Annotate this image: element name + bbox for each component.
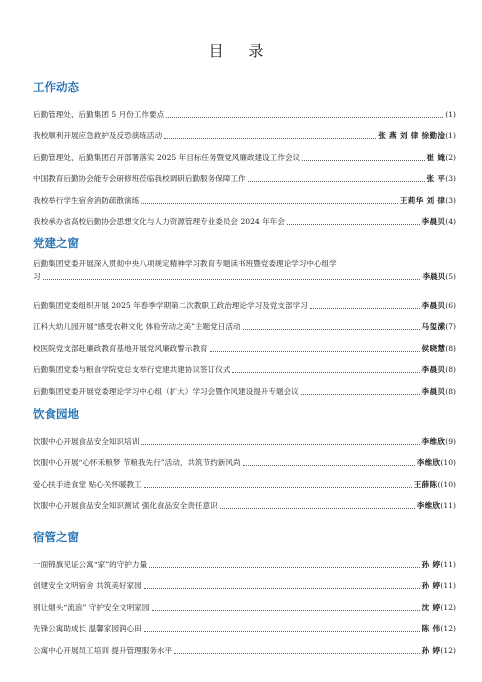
entry-title: 后勤集团党委与粮食学院党总支举行党建共建协议签订仪式 (33, 365, 231, 374)
entry-title: 饮服中心开展食品安全知识培训 (33, 436, 140, 446)
section-dining (33, 403, 456, 511)
toc-entry[interactable] (33, 141, 456, 163)
entry-page: ((10) (437, 479, 456, 489)
entry-page: (8) (445, 386, 456, 396)
leader-dots (149, 567, 420, 568)
entry-page: (12) (440, 624, 456, 633)
entry-page: (9) (445, 436, 456, 446)
entry-author: 张 平 (426, 174, 446, 183)
entry-title: 江科大幼儿园开展“感受农耕文化 体验劳动之美”主题党日活动 (33, 322, 241, 331)
toc-entry[interactable] (33, 548, 456, 570)
leader-dots (287, 224, 420, 225)
entry-page: (11) (440, 501, 456, 510)
toc-entry[interactable] (33, 311, 456, 333)
toc-entry[interactable] (33, 184, 456, 206)
entry-page: (5) (445, 272, 456, 281)
section-heading: 宿管之窗 (33, 530, 79, 544)
entry-title: 别让烟头“流浪” 守护安全文明家园 (33, 602, 150, 612)
entry-author: 李晨贝 (421, 217, 446, 226)
entry-page: (12) (440, 602, 456, 612)
entry-title: 后勤集团党委开展党委理论学习中心组（扩大）学习会暨作风建设提升专题会议 (33, 386, 299, 396)
entry-title: 创建安全文明宿舍 共筑美好家园 (33, 581, 142, 590)
leader-dots (232, 372, 419, 373)
entry-title: 后勤管理处、后勤集团召开部署落实 2025 年目标任务暨党风廉政建设工作会议 (33, 152, 301, 162)
leader-dots (144, 631, 420, 632)
leader-dots (152, 610, 420, 611)
entry-title: 中国教育后勤协会能专会研修班莅临我校调研后勤服务保障工作 (33, 174, 246, 183)
entry-author: 孙 婷 (421, 559, 441, 569)
entry-page: (6) (445, 300, 456, 310)
toc-entry[interactable] (33, 354, 456, 376)
entry-page: (2) (445, 152, 456, 162)
entry-author: 陈 伟 (421, 624, 441, 633)
entry-title: 我校举行学生宿舍消防疏散演练 (33, 195, 140, 205)
entry-page: (1) (445, 131, 456, 140)
entry-author: 侯晓慧 (421, 343, 446, 353)
entry-author: 沈 婷 (421, 602, 441, 612)
toc-entry[interactable] (33, 163, 456, 185)
toc-entry[interactable] (33, 254, 456, 289)
section-heading: 党建之窗 (33, 236, 79, 250)
leader-dots (301, 394, 420, 395)
leader-dots (302, 160, 424, 161)
entry-author: 张 燕 刘 律 徐勤淦 (378, 131, 446, 140)
entry-author: 崔 㛪 (426, 152, 446, 162)
toc-entry[interactable] (33, 490, 456, 512)
toc-entry[interactable] (33, 120, 456, 142)
toc-entry[interactable] (33, 375, 456, 397)
entry-title: 后勤集团党委组织开展 2025 年春季学期第二次教职工政治理论学习及党支部学习 (33, 300, 308, 310)
entry-page: (3) (445, 174, 456, 183)
entry-author: 王薛陈 (413, 479, 438, 489)
leader-dots (220, 508, 415, 509)
leader-dots (210, 351, 420, 352)
leader-dots (248, 181, 425, 182)
leader-dots (310, 308, 420, 309)
toc-entry[interactable] (33, 447, 456, 469)
entry-title: 我校承办省高校后勤协会思想文化与人力资源管理专业委员会 2024 年年会 (33, 217, 285, 226)
entry-title: 爱心扶手进食堂 贴心关怀暖教工 (33, 479, 142, 489)
entry-author: 王莉华 刘 律 (399, 195, 446, 205)
entry-author: 李维欣 (416, 458, 441, 467)
entry-page: (3) (445, 195, 456, 205)
leader-dots (144, 487, 412, 488)
section-heading: 工作动态 (33, 80, 79, 94)
entry-author: 李晨贝 (421, 300, 446, 310)
leader-dots (243, 465, 415, 466)
entry-page: (10) (440, 458, 456, 467)
entry-author: 李晨贝 (421, 386, 446, 396)
entry-page: (8) (445, 365, 456, 374)
leader-dots (144, 588, 420, 589)
entry-author: 李维欣 (416, 501, 441, 510)
entry-author: 李维欣 (421, 436, 446, 446)
toc-entry[interactable] (33, 613, 456, 635)
toc-entry[interactable] (33, 591, 456, 613)
entry-title: 先锋公寓助成长 温馨家园润心田 (33, 624, 142, 633)
entry-author: 李晨贝 (422, 272, 446, 281)
toc-entry[interactable] (33, 98, 456, 120)
leader-dots (243, 329, 420, 330)
entry-title: 我校顺利开展应急救护及反恐演练活动 (33, 131, 163, 140)
toc-entry[interactable] (33, 289, 456, 311)
entry-page: (12) (440, 645, 456, 655)
entry-title: 公寓中心开展员工培训 提升管理服务水平 (33, 645, 173, 655)
toc-entry[interactable] (33, 468, 456, 490)
leader-dots (166, 117, 443, 118)
entry-title-continued: 习 (33, 272, 41, 281)
entry-title: 后勤管理处、后勤集团 5 月份工作要点 (33, 109, 165, 119)
entry-title: 后勤集团党委开展深入贯彻中央八项规定精神学习教育专题读书班暨党委理论学习中心组学 (33, 259, 337, 268)
entry-page: (8) (445, 343, 456, 353)
leader-dots (141, 444, 419, 445)
entry-author: 李晨贝 (421, 365, 446, 374)
leader-dots (174, 653, 420, 654)
entry-title: 一面锦旗见证公寓“家”的守护力量 (33, 559, 148, 569)
toc-entry[interactable] (33, 570, 456, 592)
section-party-building (33, 232, 456, 397)
toc-entry[interactable] (33, 206, 456, 228)
page-title: 目 录 (208, 42, 274, 60)
entry-author: 孙 婷 (421, 645, 441, 655)
entry-page: (11) (440, 559, 456, 569)
section-dormitory (33, 526, 456, 656)
entry-page: (11) (440, 581, 456, 590)
toc-entry[interactable] (33, 634, 456, 656)
entry-page: (4) (445, 217, 456, 226)
toc-entry[interactable] (33, 332, 456, 354)
leader-dots (164, 138, 376, 139)
section-heading: 饮食园地 (33, 407, 79, 421)
entry-author: 孙 婷 (421, 581, 441, 590)
entry-title: 饮服中心开展“心怀禾粮梦 节粮我先行”活动，共筑节约新风尚 (33, 458, 241, 467)
toc-entry[interactable] (33, 425, 456, 447)
leader-dots (141, 203, 398, 204)
entry-title: 饮服中心开展食品安全知识测试 强化食品安全责任意识 (33, 501, 218, 510)
entry-title: 校医院党支部赴廉政教育基地开展党风廉政警示教育 (33, 343, 208, 353)
entry-page: (1) (445, 109, 456, 119)
leader-dots (43, 279, 421, 280)
section-work-news (33, 76, 456, 227)
entry-author: 马玺潆 (421, 322, 446, 331)
entry-page: (7) (445, 322, 456, 331)
